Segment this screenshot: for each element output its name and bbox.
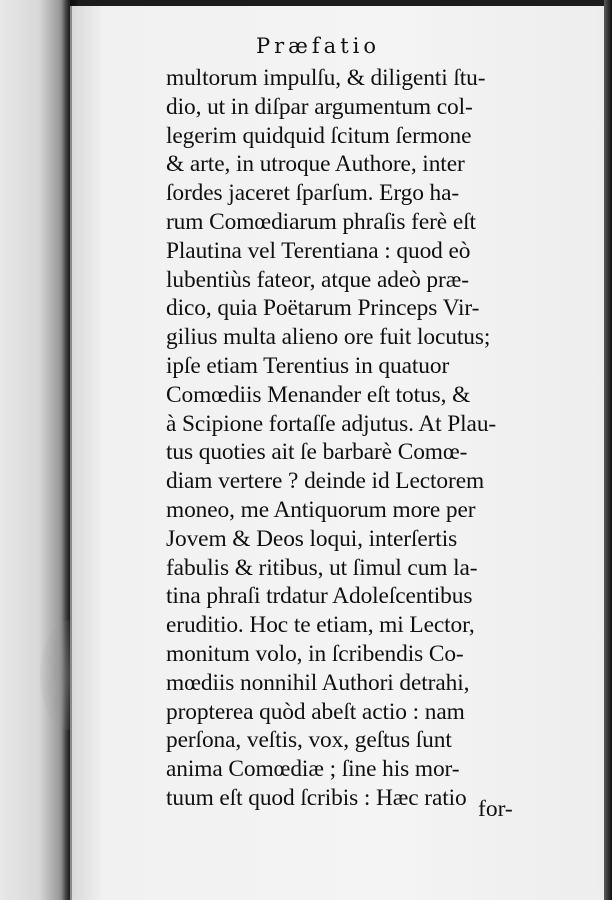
- text-line: Comœdiis Menander eſt totus, &: [166, 381, 471, 408]
- text-line: tuum eſt quod ſcribis : Hæc ratio: [166, 784, 467, 811]
- text-line: lubentiùs fateor, atque adeò præ-: [166, 266, 469, 293]
- facing-page-edge: [0, 0, 70, 900]
- body-text: [166, 64, 546, 813]
- text-line: & arte, in utroque Authore, inter: [166, 151, 465, 178]
- page-right-edge: [604, 0, 612, 900]
- text-line: Jovem & Deos loqui, interſertis: [166, 525, 458, 552]
- text-line: rum Comœdiarum phraſis ferè eſt: [166, 208, 476, 235]
- text-line: perſona, veſtis, vox, geſtus ſunt: [166, 727, 452, 754]
- text-line: legerim quidquid ſcitum ſermone: [166, 122, 472, 149]
- text-line: ſordes jaceret ſparſum. Ergo ha-: [166, 180, 460, 207]
- text-line: diam vertere ? deinde id Lectorem: [166, 468, 485, 495]
- running-head: Præfatio: [256, 34, 380, 58]
- text-line: tus quoties ait ſe barbarè Comœ-: [166, 439, 468, 466]
- catchword: for-: [478, 796, 513, 822]
- text-line: fabulis & ritibus, ut ſimul cum la-: [166, 554, 478, 581]
- text-line: tina phraſi trdatur Adoleſcentibus: [166, 583, 473, 610]
- text-line: multorum impulſu, & diligenti ſtu-: [166, 65, 486, 91]
- text-line: eruditio. Hoc te etiam, mi Lector,: [166, 612, 475, 639]
- text-line: anima Comœdiæ ; ſine his mor-: [166, 756, 460, 783]
- text-line: ipſe etiam Terentius in quatuor: [166, 352, 450, 379]
- text-line: Plautina vel Terentiana : quod eò: [166, 237, 471, 264]
- text-line: monitum volo, in ſcribendis Co-: [166, 640, 464, 667]
- text-line: mœdiis nonnihil Authori detrahi,: [166, 669, 470, 696]
- text-line: à Scipione fortaſſe adjutus. At Plau-: [166, 410, 497, 437]
- text-line: moneo, me Antiquorum more per: [166, 496, 476, 523]
- text-line: dio, ut in diſpar argumentum col-: [166, 93, 473, 120]
- text-line: propterea quòd abeſt actio : nam: [166, 698, 465, 725]
- text-line: gilius multa alieno ore fuit locutus;: [166, 324, 491, 351]
- text-line: dico, quia Poëtarum Princeps Vir-: [166, 295, 480, 322]
